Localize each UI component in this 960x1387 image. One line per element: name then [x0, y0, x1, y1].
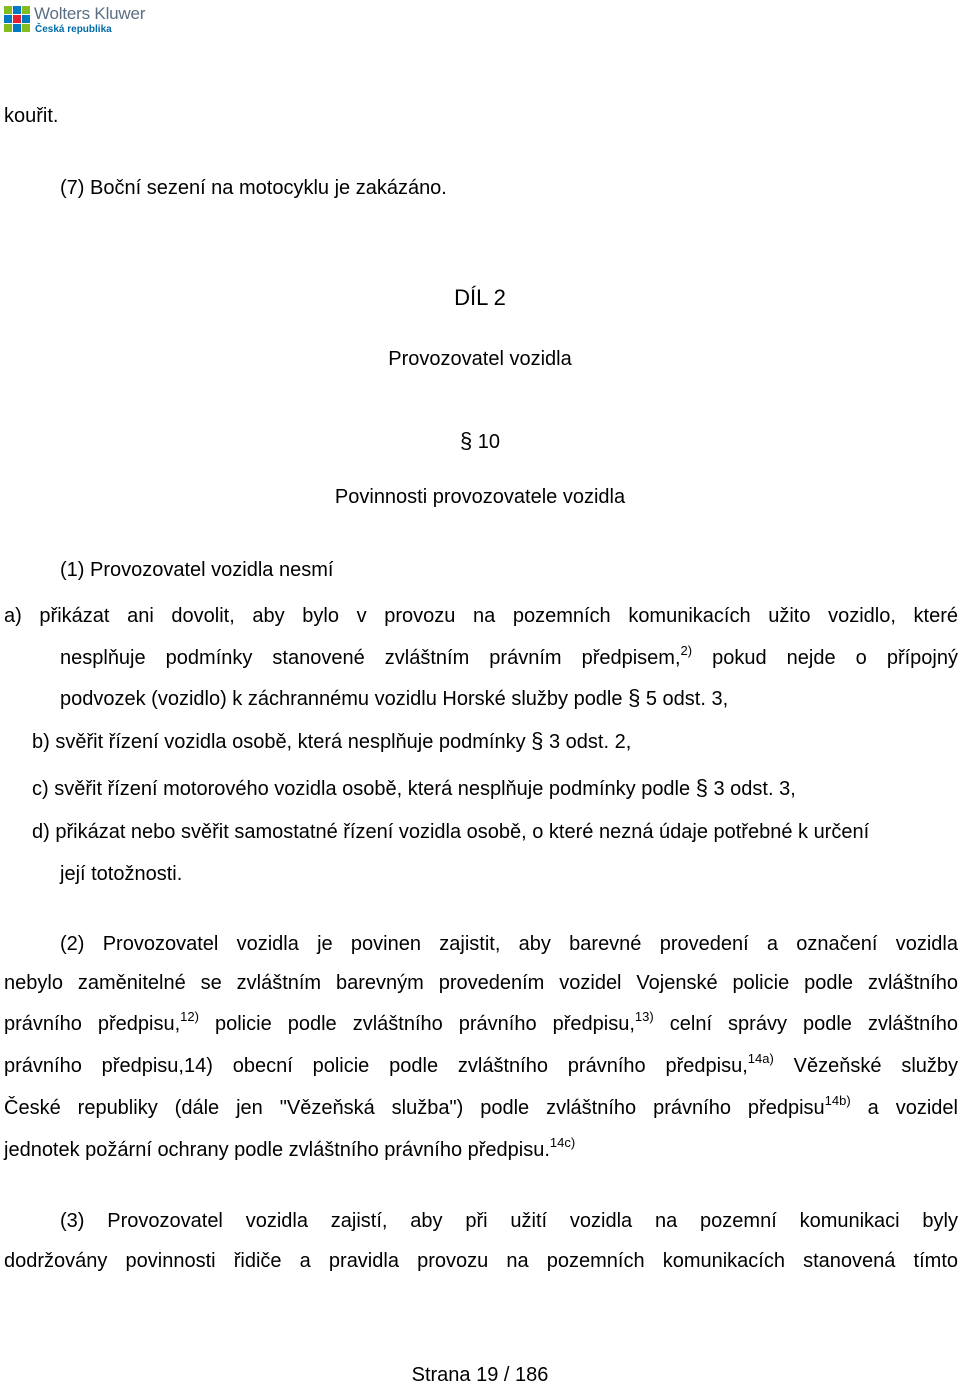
footnote-ref: 13) — [634, 1009, 654, 1024]
section-sign: § — [531, 728, 544, 753]
logo-name: Wolters Kluwer — [34, 4, 146, 23]
item-d-line-2: její totožnosti. — [60, 863, 183, 885]
wolters-kluwer-logo-icon — [4, 6, 30, 32]
item-b: b) svěřit řízení vozidla osobě, která nesplňuje podmínky § 3 odst. 2, — [32, 728, 632, 753]
footnote-ref: 2) — [680, 643, 693, 658]
paragraph-2-line-3: právního předpisu,$^{12)}$ policie podle zvláštního právního předpisu,$^{13)}$ celní správy podle zvláštního — [4, 1009, 958, 1035]
paragraph-2-line-2: nebylo zaměnitelné se zvláštním barevným provedením vozidel Vojenské policie podle zvláštního — [4, 972, 958, 994]
footnote-ref: 14a) — [747, 1051, 774, 1066]
page-number: Strana 19 / 186 — [411, 1364, 549, 1386]
paragraph-2-line-6: jednotek požární ochrany podle zvláštního právního předpisu.$^{14c)}$ — [4, 1135, 576, 1161]
section-sign: § — [695, 775, 708, 800]
paragraph-3-line-2: dodržovány povinnosti řidiče a pravidla provozu na pozemních komunikacích stanovená tímto — [4, 1250, 958, 1272]
paragraph-7: (7) Boční sezení na motocyklu je zakázáno. — [60, 177, 447, 199]
paragraph-2-line-1: (2) Provozovatel vozidla je povinen zajistit, aby barevné provedení a označení vozidla — [60, 933, 958, 955]
paragraph-2-line-5: České republiky (dále jen "Vězeňská služba") podle zvláštního právního předpisu$^{14b)}$ a vozidel — [4, 1093, 958, 1119]
paragraph-3-line-1: (3) Provozovatel vozidla zajistí, aby při užití vozidla na pozemní komunikaci byly — [60, 1210, 958, 1232]
logo-subtitle: Česká republika — [35, 24, 112, 35]
footnote-ref: 14c) — [549, 1135, 576, 1150]
publisher-logo — [4, 4, 144, 36]
footnote-ref: 14b) — [824, 1093, 851, 1108]
paragraph-2-line-4: právního předpisu,14) obecní policie podle zvláštního právního předpisu,$^{14a)}$ Vězeňské služby — [4, 1051, 959, 1077]
item-a-line-1: a) přikázat ani dovolit, aby bylo v provozu na pozemních komunikacích užito vozidlo, které — [4, 605, 958, 627]
item-c: c) svěřit řízení motorového vozidla osobě, která nesplňuje podmínky podle § 3 odst. 3, — [32, 775, 796, 800]
section-title: Povinnosti provozovatele vozidla — [334, 486, 626, 508]
section-number: 10 — [477, 431, 501, 453]
item-a-line-3: podvozek (vozidlo) k záchrannému vozidlu Horské služby podle § 5 odst. 3, — [60, 685, 729, 710]
paragraph-1-intro: (1) Provozovatel vozidla nesmí — [60, 559, 334, 581]
section-sign: § — [459, 428, 473, 453]
section-sign: § — [628, 685, 641, 710]
footnote-ref: 12) — [180, 1009, 199, 1024]
part-subtitle: Provozovatel vozidla — [388, 348, 572, 370]
part-title: DÍL 2 — [454, 285, 506, 310]
item-d-line-1: d) přikázat nebo svěřit samostatné řízení vozidla osobě, o které nezná údaje potřebné k určení — [32, 821, 870, 843]
text-line: kouřit. — [4, 105, 59, 127]
item-a-line-2: nesplňuje podmínky stanovené zvláštním právním předpisem,$^{2)}$ pokud nejde o přípojný — [60, 643, 958, 669]
section-heading — [0, 429, 960, 454]
